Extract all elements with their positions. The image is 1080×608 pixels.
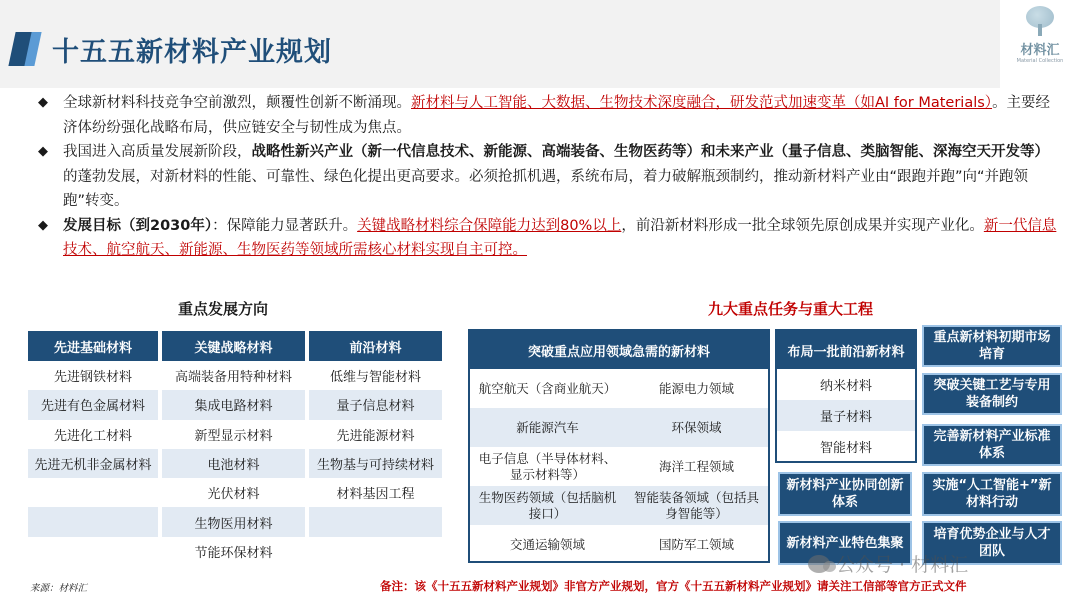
application-fields-grid: [470, 369, 768, 564]
tree-icon: [1023, 6, 1057, 36]
diamond-bullet-icon: ◆: [38, 217, 48, 233]
bullet-global-competition: ◆ 全球新材料科技竞争空前激烈，颠覆性创新不断涌现。新材料与人工智能、大数据、生物技术深度融合，研发范式加速变革（如AI for Materials）。主要经济体纷纷强化战略布局，供应链安全与韧性成为焦点。: [38, 91, 1063, 140]
field-item: 生物医药领域（包括脑机接口）: [470, 486, 625, 525]
table-cell: 光伏材料: [162, 478, 305, 507]
table-cell: 先进能源材料: [309, 420, 442, 449]
field-item: 新能源汽车: [470, 408, 625, 447]
column-header: 先进基础材料: [28, 331, 158, 361]
bullet-list: [38, 91, 1063, 263]
table-cell: 生物基与可持续材料: [309, 449, 442, 478]
table-cell: 先进有色金属材料: [28, 390, 158, 419]
field-item: 航空航天（含商业航天）: [478, 380, 617, 396]
task-box: 新材料产业特色集聚: [778, 521, 912, 565]
table-cell: [309, 537, 442, 566]
table-cell: 集成电路材料: [162, 390, 305, 419]
watermark-text: 公众号 · 材料汇: [836, 554, 969, 576]
table-cell: 生物医用材料: [162, 507, 305, 536]
field-item: 智能装备领域（包括具身智能等）: [625, 486, 768, 525]
task-box: 新材料产业协同创新体系: [778, 472, 912, 516]
diamond-bullet-icon: ◆: [38, 144, 48, 159]
panel-title: 突破重点应用领域急需的新材料: [470, 331, 768, 369]
field-item: 海洋工程领域: [658, 458, 734, 474]
section-title-directions: 重点发展方向: [178, 300, 269, 318]
frontier-item: 智能材料: [819, 441, 872, 456]
highlight-text: 新一代信息技术、航空航天、新能源、生物医药等领域所需核心材料实现自主可控。: [63, 217, 1057, 258]
bold-text: 发展目标（到2030年）: [63, 217, 213, 234]
wechat-icon: [808, 555, 830, 573]
table-row: [28, 390, 446, 419]
highlight-text: 新材料与人工智能、大数据、生物技术深度融合，研发范式加速变革（如AI for Materials）: [411, 95, 993, 111]
bullet-development-goal: ◆ 发展目标（到2030年）：保障能力显著跃升。关键战略材料综合保障能力达到80%以上，前沿新材料形成一批全球领先原创成果并实现产业化。新一代信息技术、航空航天、新能源、生物医药等领域所需核心材料实现自主可控。: [38, 214, 1063, 263]
table-cell: 高端装备用特种材料: [162, 361, 305, 390]
field-item: 电子信息（半导体材料、显示材料等）: [478, 450, 617, 482]
table-row: [28, 449, 446, 478]
task-box: 培育优势企业与人才团队: [922, 521, 1062, 565]
table-cell: 材料基因工程: [309, 478, 442, 507]
table-header: [28, 331, 446, 361]
urgent-materials-panel: [468, 329, 770, 563]
directions-table: [28, 331, 446, 566]
panel-title: 布局一批前沿新材料: [777, 331, 915, 369]
field-item: 国防军工领域: [658, 536, 734, 552]
disclaimer-note: 备注：该《十五五新材料产业规划》非官方产业规划，官方《十五五新材料产业规划》请关注工信部等官方正式文件: [380, 579, 967, 593]
field-item: 环保领域: [625, 408, 768, 447]
frontier-item: 量子材料: [777, 400, 915, 431]
bullet-domestic-stage: ◆ 我国进入高质量发展新阶段，战略性新兴产业（新一代信息技术、新能源、高端装备、生物医药等）和未来产业（量子信息、类脑智能、深海空天开发等）的蓬勃发展，对新材料的性能、可靠性、绿色化提出更高要求。必须抢抓机遇，系统布局，着力破解瓶颈制约，推动新材料产业由“跟跑并跑”向“并跑领跑”转变。: [38, 140, 1063, 214]
task-box: 突破关键工艺与专用装备制约: [922, 373, 1062, 415]
task-box: 重点新材料初期市场培育: [922, 325, 1062, 367]
source-caption: 来源：材料汇: [30, 583, 88, 594]
highlight-text: 关键战略材料综合保障能力达到80%以上: [357, 217, 622, 234]
table-cell: 量子信息材料: [309, 390, 442, 419]
table-row: [28, 537, 446, 566]
bold-text: 战略性新兴产业（新一代信息技术、新能源、高端装备、生物医药等）和未来产业（量子信息、类脑智能、深海空天开发等）: [251, 144, 1049, 160]
table-cell: [309, 507, 442, 536]
frontier-materials-panel: [775, 329, 917, 463]
table-cell: 先进无机非金属材料: [28, 449, 158, 478]
watermark: [808, 550, 968, 577]
table-cell: [28, 478, 158, 507]
table-cell: 新型显示材料: [162, 420, 305, 449]
frontier-item: 纳米材料: [819, 379, 872, 394]
page-title: 十五五新材料产业规划: [52, 37, 332, 68]
table-cell: 电池材料: [162, 449, 305, 478]
table-cell: 低维与智能材料: [309, 361, 442, 390]
diamond-bullet-icon: ◆: [38, 95, 48, 110]
table-row: [28, 420, 446, 449]
section-title-tasks: 九大重点任务与重大工程: [708, 300, 874, 318]
field-item: 交通运输领域: [509, 536, 585, 552]
logo-name: 材料汇: [1020, 43, 1060, 58]
table-row: [28, 507, 446, 536]
brand-logo: [1006, 6, 1074, 78]
task-box: 实施“人工智能+”新材料行动: [922, 472, 1062, 516]
table-cell: [28, 537, 158, 566]
table-cell: 先进钢铁材料: [28, 361, 158, 390]
table-cell: 节能环保材料: [162, 537, 305, 566]
table-row: [28, 361, 446, 390]
table-cell: 先进化工材料: [28, 420, 158, 449]
task-box: 完善新材料产业标准体系: [922, 424, 1062, 466]
table-row: [28, 478, 446, 507]
column-header: 前沿材料: [309, 331, 442, 361]
table-cell: [28, 507, 158, 536]
logo-subtitle: Material Collection: [1016, 58, 1064, 64]
field-item: 能源电力领域: [658, 380, 734, 396]
column-header: 关键战略材料: [162, 331, 305, 361]
